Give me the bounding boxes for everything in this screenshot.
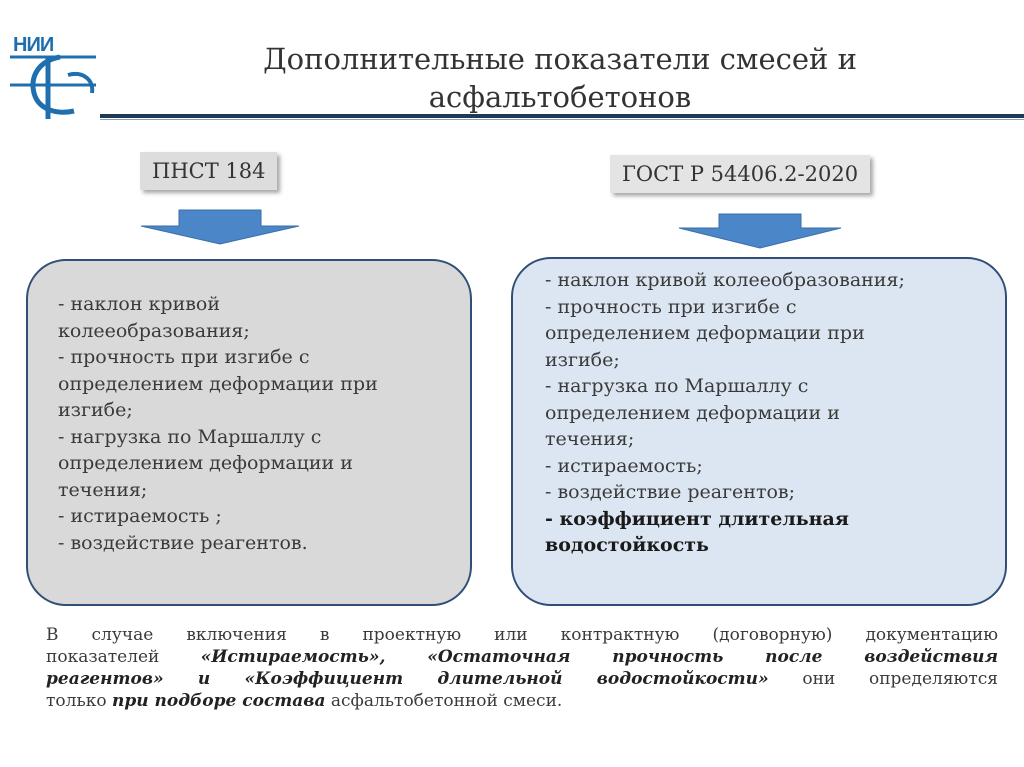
- list-item: - наклон кривой колееобразования;: [545, 269, 905, 291]
- footnote-text: показателей: [46, 647, 201, 667]
- pnst-requirements-box: [26, 259, 472, 606]
- list-item: - нагрузка по Маршаллу с: [545, 375, 809, 397]
- down-arrow-icon: [137, 208, 303, 246]
- list-item-highlighted: - коэффициент длительная: [545, 507, 849, 530]
- gost-requirements-box: [511, 257, 1007, 606]
- list-item: - воздействие реагентов;: [545, 481, 796, 503]
- footnote-line: [46, 690, 998, 712]
- down-arrow-icon: [675, 212, 845, 250]
- title-line-1: Дополнительные показатели смесей и: [263, 42, 857, 76]
- list-item: определением деформации при: [545, 322, 865, 344]
- page-title: [180, 40, 940, 116]
- footnote-emphasis: при подборе состава: [111, 691, 326, 711]
- list-item: - истираемость ;: [58, 505, 222, 527]
- footnote: [46, 624, 998, 712]
- logo-icon: [8, 27, 100, 121]
- list-item: - воздействие реагентов.: [58, 531, 308, 554]
- title-divider: [100, 114, 1024, 118]
- pnst-label: ПНСТ 184: [140, 152, 277, 190]
- footnote-emphasis: «Истираемость», «Остаточная прочность после воздействия: [200, 647, 998, 667]
- footnote-text: только: [46, 691, 112, 711]
- list-item: - прочность при изгибе с: [545, 295, 797, 318]
- list-item: определением деформации и: [545, 401, 840, 424]
- list-item: течения;: [58, 478, 148, 501]
- list-item: определением деформации при: [58, 372, 378, 395]
- footnote-text: они определяются: [768, 669, 998, 689]
- title-line-2: асфальтобетонов: [428, 80, 692, 114]
- list-item: изгибе;: [58, 399, 133, 421]
- logo-text: НИИ: [13, 34, 54, 56]
- footnote-line: [46, 646, 998, 668]
- footnote-text: асфальтобетонной смеси.: [325, 691, 563, 711]
- footnote-line: В случае включения в проектную или контрактную (договорную) документацию: [46, 625, 998, 645]
- footnote-emphasis: реагентов» и «Коэффициент длительной водостойкости»: [46, 669, 769, 689]
- list-item: - прочность при изгибе с: [58, 346, 310, 368]
- gost-label: ГОСТ Р 54406.2-2020: [610, 155, 870, 193]
- list-item: колееобразования;: [58, 319, 250, 342]
- list-item: - нагрузка по Маршаллу с: [58, 425, 322, 448]
- list-item: - истираемость;: [545, 454, 703, 477]
- list-item: течения;: [545, 428, 635, 450]
- list-item: определением деформации и: [58, 452, 353, 474]
- footnote-line: [46, 668, 998, 690]
- list-item: - наклон кривой: [58, 293, 221, 315]
- title-divider-thin: [100, 119, 1024, 120]
- list-item-highlighted: водостойкость: [545, 534, 709, 556]
- list-item: изгибе;: [545, 348, 620, 371]
